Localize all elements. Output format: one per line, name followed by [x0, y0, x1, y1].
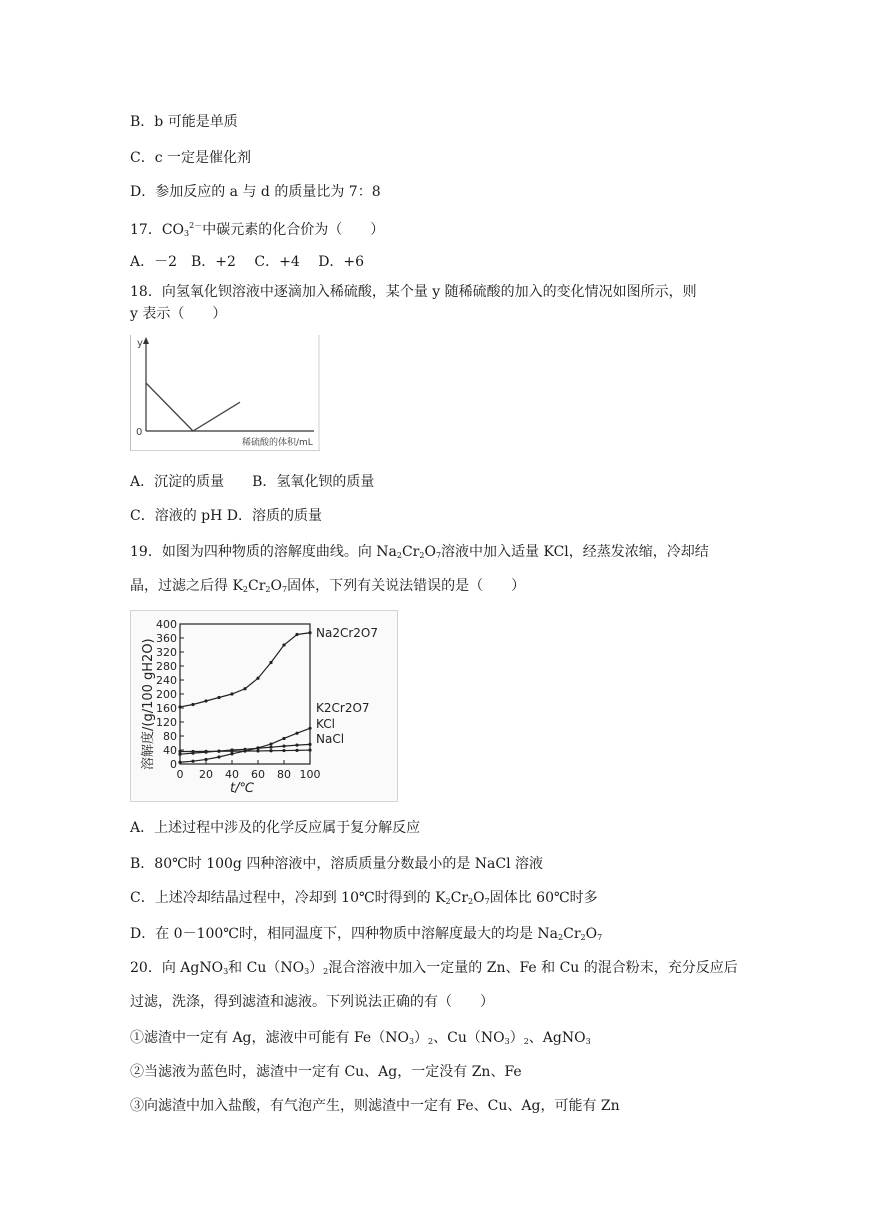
q18-curve	[146, 383, 240, 431]
q18-stem-line1: 18．向氢氧化钡溶液中逐滴加入稀硫酸，某个量 y 随稀硫酸的加入的变化情况如图所示，则	[130, 284, 697, 300]
data-point-NaCl	[282, 749, 285, 752]
data-point-K2Cr2O7	[204, 758, 207, 761]
data-point-KCl	[269, 746, 272, 749]
data-point-NaCl	[243, 749, 246, 752]
data-point-NaCl	[269, 749, 272, 752]
y-tick-label: 160	[156, 702, 177, 715]
y-tick-label: 400	[156, 618, 177, 631]
data-point-NaCl	[217, 750, 220, 753]
y-tick-label: 200	[156, 688, 177, 701]
data-point-K2Cr2O7	[269, 742, 272, 745]
legend-nacl: NaCl	[316, 732, 345, 746]
y-axis-arrow	[143, 337, 149, 344]
q20-stem-line2: 过滤，洗涤，得到滤渣和滤液。下列说法正确的有（ ）	[130, 994, 494, 1010]
q19-option-d: D．在 0－100℃时，相同温度下，四种物质中溶解度最大的均是 $Na_2Cr_2O_7$	[130, 926, 603, 942]
q19-solubility-chart	[130, 610, 398, 802]
q20-statement-1: ①滤渣中一定有 Ag，滤液中可能有 $Fe(NO_3)_2$、$Cu(NO_3)_2$、AgNO$_3$	[130, 1030, 591, 1046]
y-tick-label: 80	[163, 730, 177, 743]
data-point-K2Cr2O7	[308, 727, 311, 730]
y-tick-label: 0	[170, 758, 177, 771]
data-point-Na2Cr2O7	[269, 661, 272, 664]
q18-graph	[130, 335, 320, 451]
data-point-Na2Cr2O7	[256, 677, 259, 680]
data-point-NaCl	[178, 750, 181, 753]
q19-option-c: C．上述冷却结晶过程中，冷却到 10℃时得到的 $K_2Cr_2O_7$固体比 60℃时多	[130, 890, 598, 906]
origin-label: 0	[136, 427, 143, 438]
data-point-NaCl	[191, 750, 194, 753]
q20-statement-3: ③向滤渣中加入盐酸，有气泡产生，则滤渣中一定有 Fe、Cu、Ag，可能有 Zn	[130, 1098, 620, 1114]
q17-options: A．－2 B．+2 C．+4 D．+6	[130, 254, 365, 270]
q18-stem-line2: y 表示（ ）	[130, 306, 227, 322]
data-point-Na2Cr2O7	[178, 705, 181, 708]
data-point-NaCl	[308, 748, 311, 751]
y-tick-label: 240	[156, 674, 177, 687]
x-tick-label: 40	[225, 768, 239, 781]
q17-stem: 17．$CO_3^{2-}$中碳元素的化合价为（ ）	[130, 221, 385, 238]
q19-option-a: A．上述过程中涉及的化学反应属于复分解反应	[130, 820, 421, 836]
q20-statement-2: ②当滤液为蓝色时，滤渣中一定有 Cu、Ag，一定没有 Zn、Fe	[130, 1064, 522, 1080]
data-point-KCl	[308, 743, 311, 746]
data-point-K2Cr2O7	[217, 755, 220, 758]
legend-kcl: KCl	[316, 717, 335, 731]
data-point-KCl	[282, 745, 285, 748]
q19-stem-line1: 19．如图为四种物质的溶解度曲线。向 $Na_2Cr_2O_7$溶液中加入适量 KCl，经蒸发浓缩，冷却结	[130, 544, 709, 560]
q20-stem-line1: 20．向 AgNO$_3$和 $Cu(NO_3)_2$混合溶液中加入一定量的 Zn、Fe 和 Cu 的混合粉末，充分反应后	[130, 960, 738, 976]
q19-option-b: B．80℃时 100g 四种溶液中，溶质质量分数最小的是 NaCl 溶液	[130, 856, 544, 872]
y-tick-label: 280	[156, 660, 177, 673]
data-point-NaCl	[295, 749, 298, 752]
data-point-Na2Cr2O7	[295, 633, 298, 636]
x-axis-label: 稀硫酸的体积/mL	[242, 438, 313, 448]
q16-option-c: C．c 一定是催化剂	[130, 150, 252, 166]
q18-options-line2: C．溶液的 pH D．溶质的质量	[130, 508, 323, 524]
x-tick-label: 0	[176, 768, 184, 781]
q16-option-d: D．参加反应的 a 与 d 的质量比为 7：8	[130, 184, 381, 200]
data-point-K2Cr2O7	[282, 737, 285, 740]
data-point-NaCl	[256, 749, 259, 752]
data-point-KCl	[295, 744, 298, 747]
data-point-Na2Cr2O7	[191, 703, 194, 706]
data-point-K2Cr2O7	[295, 732, 298, 735]
y-tick-label: 360	[156, 632, 177, 645]
q18-options-line1: A．沉淀的质量 B．氢氧化钡的质量	[130, 474, 375, 490]
data-point-Na2Cr2O7	[282, 643, 285, 646]
data-point-K2Cr2O7	[191, 760, 194, 763]
legend-na2cr2o7: Na2Cr2O7	[316, 626, 378, 640]
x-tick-label: 80	[277, 768, 291, 781]
q19-stem-line2: 晶，过滤之后得 $K_2Cr_2O_7$固体，下列有关说法错误的是（ ）	[130, 578, 526, 594]
data-point-Na2Cr2O7	[230, 692, 233, 695]
x-tick-label: 20	[199, 768, 213, 781]
data-point-Na2Cr2O7	[204, 699, 207, 702]
y-tick-label: 120	[156, 716, 177, 729]
data-point-NaCl	[204, 750, 207, 753]
y-tick-label: 40	[163, 744, 177, 757]
x-tick-label: 60	[251, 768, 265, 781]
legend-k2cr2o7: K2Cr2O7	[316, 701, 370, 715]
data-point-K2Cr2O7	[178, 761, 181, 764]
data-point-NaCl	[230, 750, 233, 753]
y-axis-label: y	[137, 338, 143, 349]
y-axis-label: 溶解度/(g/100 gH2O)	[141, 638, 156, 770]
x-axis-label: t/℃	[230, 781, 255, 796]
y-tick-label: 320	[156, 646, 177, 659]
data-point-Na2Cr2O7	[217, 696, 220, 699]
x-tick-label: 100	[299, 768, 321, 781]
q16-option-b: B．b 可能是单质	[130, 114, 238, 130]
data-point-Na2Cr2O7	[308, 631, 311, 634]
data-point-Na2Cr2O7	[243, 687, 246, 690]
